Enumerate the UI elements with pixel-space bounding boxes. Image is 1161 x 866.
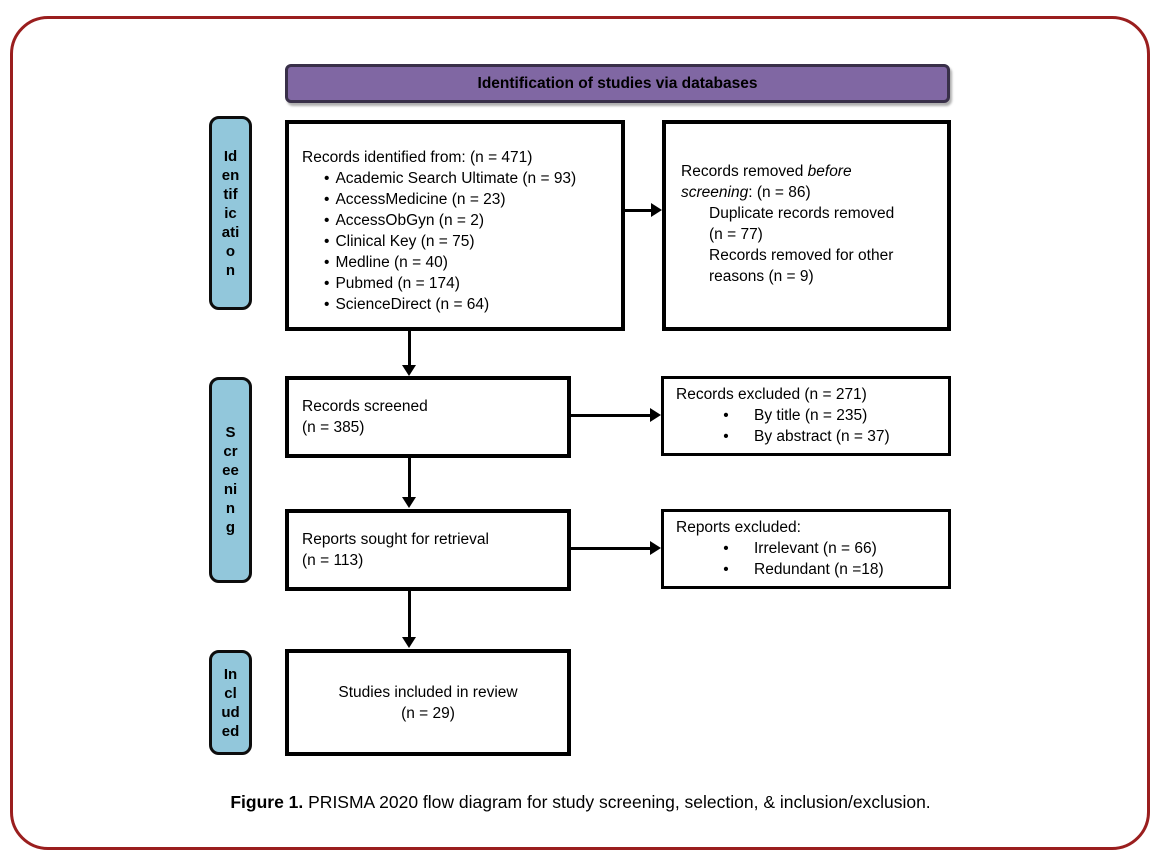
reports-sought-line: (n = 113) <box>302 552 364 569</box>
stage-line: Id <box>223 147 238 165</box>
records-screened-line: Records screened <box>302 398 428 415</box>
box-studies-included <box>285 649 571 756</box>
bullet-icon: • <box>324 170 330 187</box>
records-identified-bullet-list <box>302 168 615 315</box>
stage-line: g <box>225 519 236 536</box>
records-removed-title-post: : (n = 86) <box>748 183 811 201</box>
box-reports-excluded <box>661 509 951 589</box>
stage-label-identification <box>209 116 252 310</box>
bullet-text: By title (n = 235) <box>754 406 868 424</box>
figure-caption-label: Figure 1. <box>230 792 304 812</box>
reports-excluded-bullet-list <box>676 538 942 580</box>
bullet-icon: • <box>324 254 330 271</box>
reports-excluded-bullet-item <box>676 538 942 559</box>
bullet-icon: • <box>324 296 330 313</box>
bullet-icon: • <box>324 212 330 229</box>
bullet-icon: • <box>324 233 330 250</box>
records-removed-title-italic: before screening <box>681 162 852 201</box>
box-records-excluded <box>661 376 951 456</box>
records-removed-item-list <box>681 203 906 287</box>
bullet-text: Pubmed (n = 174) <box>335 275 460 292</box>
figure-caption <box>0 792 1161 813</box>
records-excluded-bullet-item <box>676 426 942 447</box>
bullet-icon: • <box>324 191 330 208</box>
diagram-header <box>285 64 950 103</box>
stage-line: tif <box>223 185 238 203</box>
database-bullet-item <box>324 231 615 252</box>
bullet-text: Medline (n = 40) <box>335 254 448 271</box>
bullet-icon: • <box>723 560 729 578</box>
stage-line: ee <box>222 462 239 479</box>
stage-label-included <box>209 650 252 755</box>
bullet-text: Clinical Key (n = 75) <box>335 233 475 250</box>
stage-line: n <box>225 261 236 279</box>
arrow-sought-to-excluded <box>571 547 651 550</box>
box-records-removed <box>662 120 951 331</box>
database-bullet-item <box>324 168 615 189</box>
reports-excluded-bullet-item <box>676 559 942 580</box>
arrow-identified-to-removed <box>625 209 652 212</box>
stage-line: ati <box>221 223 240 241</box>
figure-caption-text: PRISMA 2020 flow diagram for study screening, selection, & inclusion/exclusion. <box>303 792 931 812</box>
records-removed-title-pre: Records removed <box>681 162 808 180</box>
box-records-screened <box>285 376 571 458</box>
bullet-icon: • <box>723 427 729 445</box>
stage-label-screening <box>209 377 252 583</box>
bullet-text: Redundant (n =18) <box>754 560 884 578</box>
stage-line: ic <box>224 204 237 222</box>
database-bullet-item <box>324 210 615 231</box>
stage-line: en <box>221 166 240 184</box>
stage-line: ud <box>221 703 240 721</box>
records-identified-title: Records identified from: (n = 471) <box>302 149 533 166</box>
bullet-icon: • <box>723 539 729 557</box>
arrow-screened-to-sought <box>408 458 411 498</box>
stage-line: n <box>225 500 236 517</box>
stage-line: o <box>225 242 236 260</box>
stage-line: cl <box>224 684 237 702</box>
studies-included-line: Studies included in review <box>338 683 518 701</box>
records-screened-line: (n = 385) <box>302 419 365 436</box>
records-removed-item: Duplicate records removed (n = 77) <box>709 204 895 243</box>
reports-sought-line: Reports sought for retrieval <box>302 531 489 548</box>
stage-line: In <box>223 665 238 683</box>
bullet-text: Irrelevant (n = 66) <box>754 539 877 557</box>
database-bullet-item <box>324 189 615 210</box>
records-excluded-bullet-list <box>676 405 942 447</box>
studies-included-line: (n = 29) <box>401 704 455 722</box>
database-bullet-item <box>324 294 615 315</box>
stage-line: ni <box>223 481 238 498</box>
stage-line: cr <box>223 443 238 460</box>
stage-line: S <box>225 424 236 441</box>
box-reports-sought <box>285 509 571 591</box>
bullet-text: AccessMedicine (n = 23) <box>335 191 506 208</box>
bullet-text: AccessObGyn (n = 2) <box>335 212 485 229</box>
stage-line: ed <box>221 722 240 740</box>
bullet-icon: • <box>324 275 330 292</box>
database-bullet-item <box>324 273 615 294</box>
arrow-sought-to-included <box>408 591 411 638</box>
arrow-identified-to-screened <box>408 331 411 366</box>
records-excluded-title: Records excluded (n = 271) <box>676 385 867 403</box>
database-bullet-item <box>324 252 615 273</box>
records-removed-title <box>681 161 906 203</box>
arrow-screened-to-excluded <box>571 414 651 417</box>
bullet-text: Academic Search Ultimate (n = 93) <box>335 170 577 187</box>
reports-excluded-title: Reports excluded: <box>676 518 801 536</box>
bullet-text: By abstract (n = 37) <box>754 427 890 445</box>
diagram-header-label: Identification of studies via databases <box>477 74 758 92</box>
bullet-icon: • <box>723 406 729 424</box>
records-removed-item: Records removed for other reasons (n = 9) <box>709 246 894 285</box>
box-records-identified <box>285 120 625 331</box>
bullet-text: ScienceDirect (n = 64) <box>335 296 490 313</box>
records-excluded-bullet-item <box>676 405 942 426</box>
